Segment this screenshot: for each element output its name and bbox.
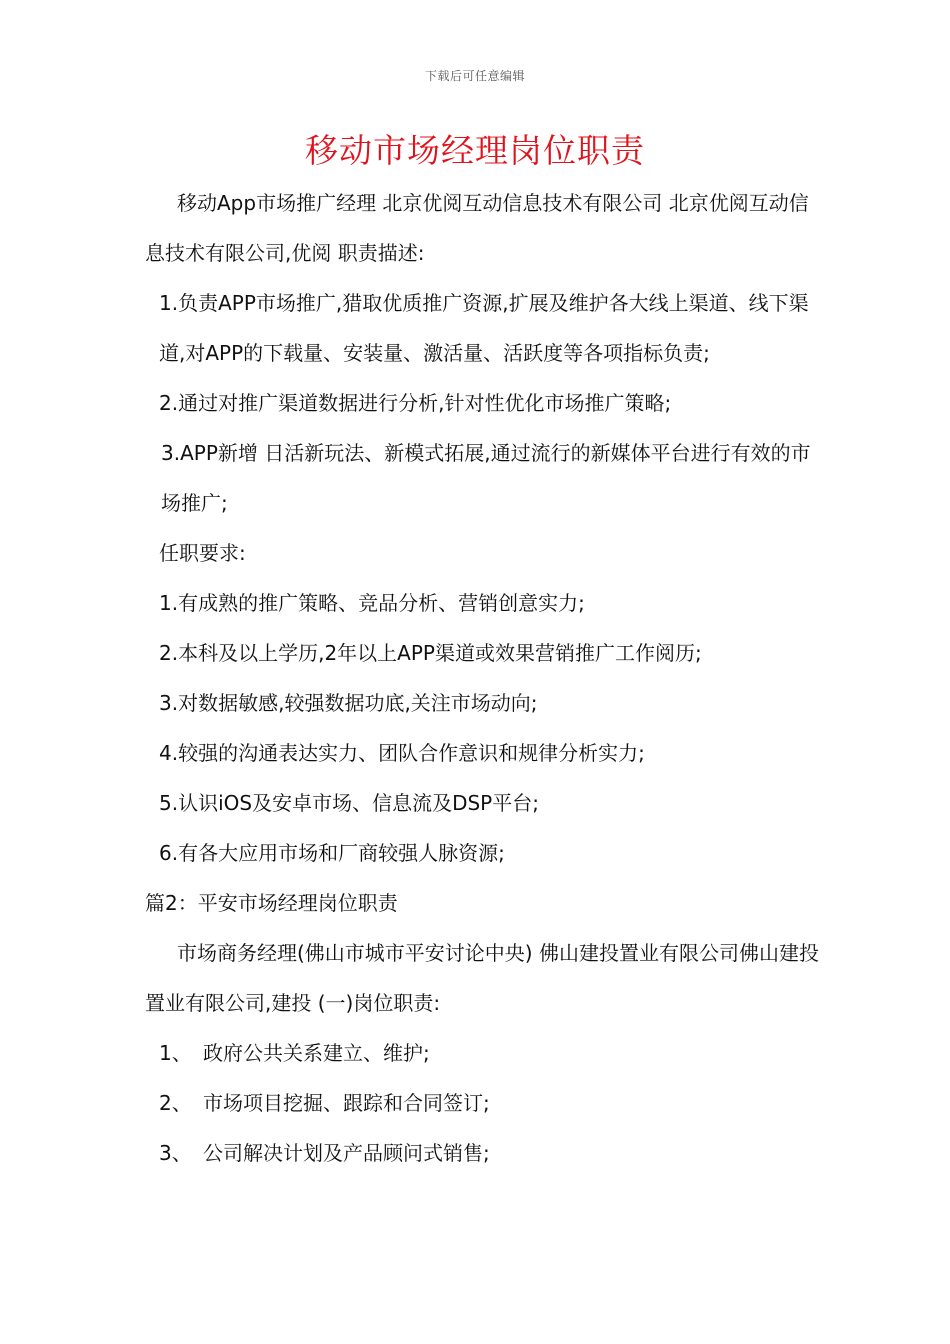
page-header: 下载后可任意编辑 — [424, 69, 525, 83]
requirement-item-5: 5.认识iOS及安卓市场、信息流及DSP平台; — [159, 791, 539, 815]
duty-item-2: 2.通过对推广渠道数据进行分析,针对性优化市场推广策略; — [159, 391, 672, 415]
requirement-item-2: 2.本科及以上学历,2年以上APP渠道或效果营销推广工作阅历; — [159, 641, 702, 665]
document-body — [145, 178, 825, 1178]
list-item-text: 市场项目挖掘、跟踪和合同签订; — [203, 1091, 490, 1115]
list-item — [145, 1078, 825, 1128]
requirement-item-4: 4.较强的沟通表达实力、团队合作意识和规律分析实力; — [159, 741, 645, 765]
requirement-item-1: 1.有成熟的推广策略、竞品分析、营销创意实力; — [159, 591, 585, 615]
list-item-number: 3、 — [159, 1141, 192, 1165]
list-item-number: 1、 — [159, 1041, 192, 1065]
duty-item-1: 1.负责APP市场推广,猎取优质推广资源,扩展及维护各大线上渠道、线下渠道,对APP的下载量、安装量、激活量、活跃度等各项指标负责; — [159, 291, 809, 365]
document-title: 移动市场经理岗位职责 — [305, 131, 645, 170]
requirements-heading: 任职要求: — [159, 541, 246, 565]
requirement-item-3: 3.对数据敏感,较强数据功底,关注市场动向; — [159, 691, 538, 715]
list-item-text: 政府公共关系建立、维护; — [203, 1041, 430, 1065]
section-2-intro: 市场商务经理(佛山市城市平安讨论中央) 佛山建投置业有限公司佛山建投置业有限公司,建投 (一)岗位职责: — [145, 941, 819, 1015]
list-item — [145, 1128, 825, 1178]
requirement-item-6: 6.有各大应用市场和厂商较强人脉资源; — [159, 841, 505, 865]
duty-item-3: 3.APP新增 日活新玩法、新模式拓展,通过流行的新媒体平台进行有效的市场推广; — [161, 441, 811, 515]
list-item-text: 公司解决计划及产品顾问式销售; — [203, 1141, 490, 1165]
intro-paragraph: 移动App市场推广经理 北京优阅互动信息技术有限公司 北京优阅互动信息技术有限公司,优阅 职责描述: — [145, 191, 809, 265]
section-heading-2: 篇2：平安市场经理岗位职责 — [145, 891, 398, 915]
list-item-number: 2、 — [159, 1091, 192, 1115]
list-item — [145, 1028, 825, 1078]
